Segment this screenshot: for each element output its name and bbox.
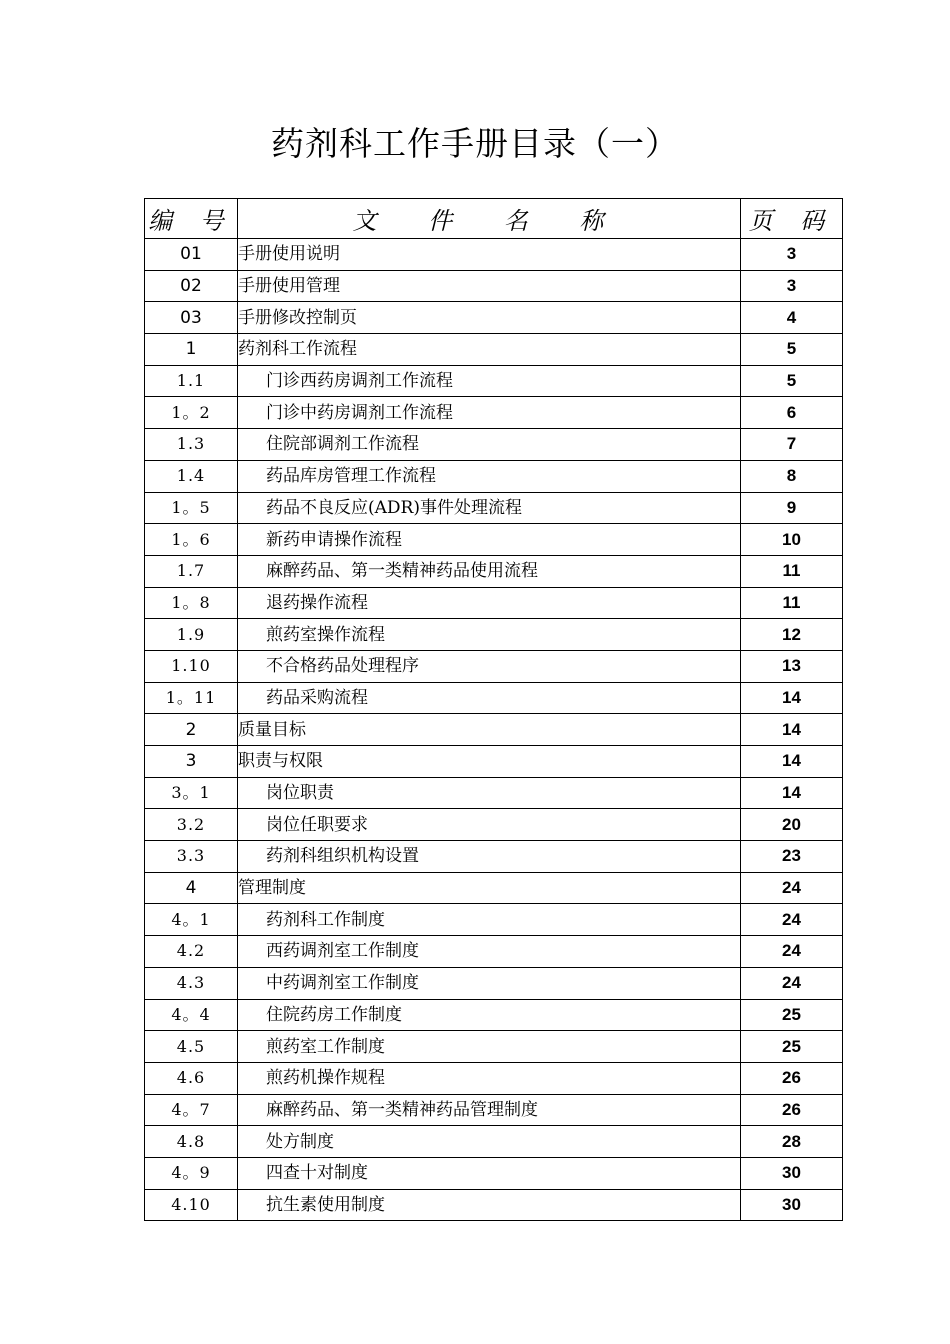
entry-page: 30	[741, 1157, 843, 1189]
entry-number: 4.3	[145, 967, 238, 999]
table-row[interactable]	[145, 650, 843, 682]
table-row[interactable]	[145, 239, 843, 271]
toc-header-row	[145, 199, 843, 239]
entry-number: 3.3	[145, 841, 238, 873]
entry-page: 5	[741, 334, 843, 366]
entry-page: 11	[741, 587, 843, 619]
table-row[interactable]	[145, 524, 843, 556]
entry-page: 8	[741, 460, 843, 492]
table-row[interactable]	[145, 841, 843, 873]
entry-title: 新药申请操作流程	[238, 524, 741, 556]
entry-number: 1.1	[145, 365, 238, 397]
entry-page: 10	[741, 524, 843, 556]
entry-title: 处方制度	[238, 1126, 741, 1158]
entry-title: 西药调剂室工作制度	[238, 936, 741, 968]
entry-title: 麻醉药品、第一类精神药品管理制度	[238, 1094, 741, 1126]
entry-number: 4	[145, 872, 238, 904]
table-row[interactable]	[145, 429, 843, 461]
entry-page: 14	[741, 714, 843, 746]
entry-title: 药剂科工作制度	[238, 904, 741, 936]
table-row[interactable]	[145, 334, 843, 366]
entry-page: 11	[741, 555, 843, 587]
entry-title: 中药调剂室工作制度	[238, 967, 741, 999]
entry-page: 20	[741, 809, 843, 841]
header-number: 编 号	[145, 199, 238, 239]
entry-title: 手册修改控制页	[238, 302, 741, 334]
entry-page: 30	[741, 1189, 843, 1221]
entry-number: 3。1	[145, 777, 238, 809]
entry-number: 1	[145, 334, 238, 366]
table-row[interactable]	[145, 397, 843, 429]
header-page: 页 码	[741, 199, 843, 239]
entry-title: 质量目标	[238, 714, 741, 746]
entry-page: 13	[741, 650, 843, 682]
entry-title: 药品采购流程	[238, 682, 741, 714]
entry-title: 住院药房工作制度	[238, 999, 741, 1031]
table-row[interactable]	[145, 1062, 843, 1094]
entry-number: 4.2	[145, 936, 238, 968]
entry-number: 1.7	[145, 555, 238, 587]
table-row[interactable]	[145, 587, 843, 619]
entry-title: 手册使用说明	[238, 239, 741, 271]
entry-title: 退药操作流程	[238, 587, 741, 619]
table-row[interactable]	[145, 555, 843, 587]
table-row[interactable]	[145, 682, 843, 714]
entry-number: 1.3	[145, 429, 238, 461]
entry-title: 岗位任职要求	[238, 809, 741, 841]
entry-number: 1.4	[145, 460, 238, 492]
entry-title: 麻醉药品、第一类精神药品使用流程	[238, 555, 741, 587]
toc-table	[144, 198, 843, 1221]
page-title: 药剂科工作手册目录（一）	[271, 124, 679, 163]
header-name: 文 件 名 称	[238, 199, 741, 239]
entry-title: 职责与权限	[238, 746, 741, 778]
entry-page: 24	[741, 967, 843, 999]
table-row[interactable]	[145, 619, 843, 651]
entry-page: 24	[741, 936, 843, 968]
entry-page: 14	[741, 682, 843, 714]
entry-number: 1.10	[145, 650, 238, 682]
table-row[interactable]	[145, 777, 843, 809]
entry-title: 药剂科工作流程	[238, 334, 741, 366]
entry-number: 4.10	[145, 1189, 238, 1221]
entry-title: 煎药室操作流程	[238, 619, 741, 651]
entry-number: 01	[145, 239, 238, 271]
entry-number: 4。1	[145, 904, 238, 936]
entry-page: 24	[741, 872, 843, 904]
entry-page: 28	[741, 1126, 843, 1158]
entry-title: 抗生素使用制度	[238, 1189, 741, 1221]
entry-title: 煎药室工作制度	[238, 1031, 741, 1063]
entry-number: 4。7	[145, 1094, 238, 1126]
table-row[interactable]	[145, 1031, 843, 1063]
entry-number: 1。5	[145, 492, 238, 524]
entry-page: 26	[741, 1094, 843, 1126]
entry-number: 4。9	[145, 1157, 238, 1189]
entry-page: 7	[741, 429, 843, 461]
entry-title: 药品库房管理工作流程	[238, 460, 741, 492]
table-row[interactable]	[145, 1126, 843, 1158]
entry-title: 管理制度	[238, 872, 741, 904]
entry-number: 2	[145, 714, 238, 746]
entry-page: 14	[741, 746, 843, 778]
table-row[interactable]	[145, 809, 843, 841]
entry-page: 25	[741, 1031, 843, 1063]
entry-number: 4.6	[145, 1062, 238, 1094]
entry-number: 1。11	[145, 682, 238, 714]
entry-number: 1。6	[145, 524, 238, 556]
table-row[interactable]	[145, 746, 843, 778]
entry-number: 03	[145, 302, 238, 334]
table-row[interactable]	[145, 1189, 843, 1221]
table-row[interactable]	[145, 872, 843, 904]
entry-page: 3	[741, 270, 843, 302]
table-row[interactable]	[145, 460, 843, 492]
entry-title: 煎药机操作规程	[238, 1062, 741, 1094]
entry-title: 不合格药品处理程序	[238, 650, 741, 682]
entry-page: 4	[741, 302, 843, 334]
entry-number: 4.8	[145, 1126, 238, 1158]
entry-title: 门诊中药房调剂工作流程	[238, 397, 741, 429]
table-row[interactable]	[145, 1094, 843, 1126]
table-row[interactable]	[145, 492, 843, 524]
entry-title: 岗位职责	[238, 777, 741, 809]
entry-title: 手册使用管理	[238, 270, 741, 302]
entry-page: 24	[741, 904, 843, 936]
entry-title: 药品不良反应(ADR)事件处理流程	[238, 492, 741, 524]
table-row[interactable]	[145, 365, 843, 397]
entry-page: 12	[741, 619, 843, 651]
table-row[interactable]	[145, 936, 843, 968]
entry-page: 3	[741, 239, 843, 271]
entry-title: 四查十对制度	[238, 1157, 741, 1189]
entry-page: 23	[741, 841, 843, 873]
entry-number: 3	[145, 746, 238, 778]
entry-number: 4。4	[145, 999, 238, 1031]
entry-page: 5	[741, 365, 843, 397]
table-row[interactable]	[145, 1157, 843, 1189]
table-row[interactable]	[145, 904, 843, 936]
table-row[interactable]	[145, 999, 843, 1031]
entry-number: 4.5	[145, 1031, 238, 1063]
entry-page: 26	[741, 1062, 843, 1094]
entry-title: 门诊西药房调剂工作流程	[238, 365, 741, 397]
entry-number: 1。2	[145, 397, 238, 429]
entry-page: 6	[741, 397, 843, 429]
table-row[interactable]	[145, 270, 843, 302]
toc-body	[145, 239, 843, 1221]
entry-number: 02	[145, 270, 238, 302]
table-row[interactable]	[145, 714, 843, 746]
entry-number: 1.9	[145, 619, 238, 651]
entry-page: 9	[741, 492, 843, 524]
entry-title: 药剂科组织机构设置	[238, 841, 741, 873]
entry-number: 3.2	[145, 809, 238, 841]
entry-number: 1。8	[145, 587, 238, 619]
entry-page: 25	[741, 999, 843, 1031]
entry-page: 14	[741, 777, 843, 809]
entry-title: 住院部调剂工作流程	[238, 429, 741, 461]
table-row[interactable]	[145, 967, 843, 999]
table-row[interactable]	[145, 302, 843, 334]
